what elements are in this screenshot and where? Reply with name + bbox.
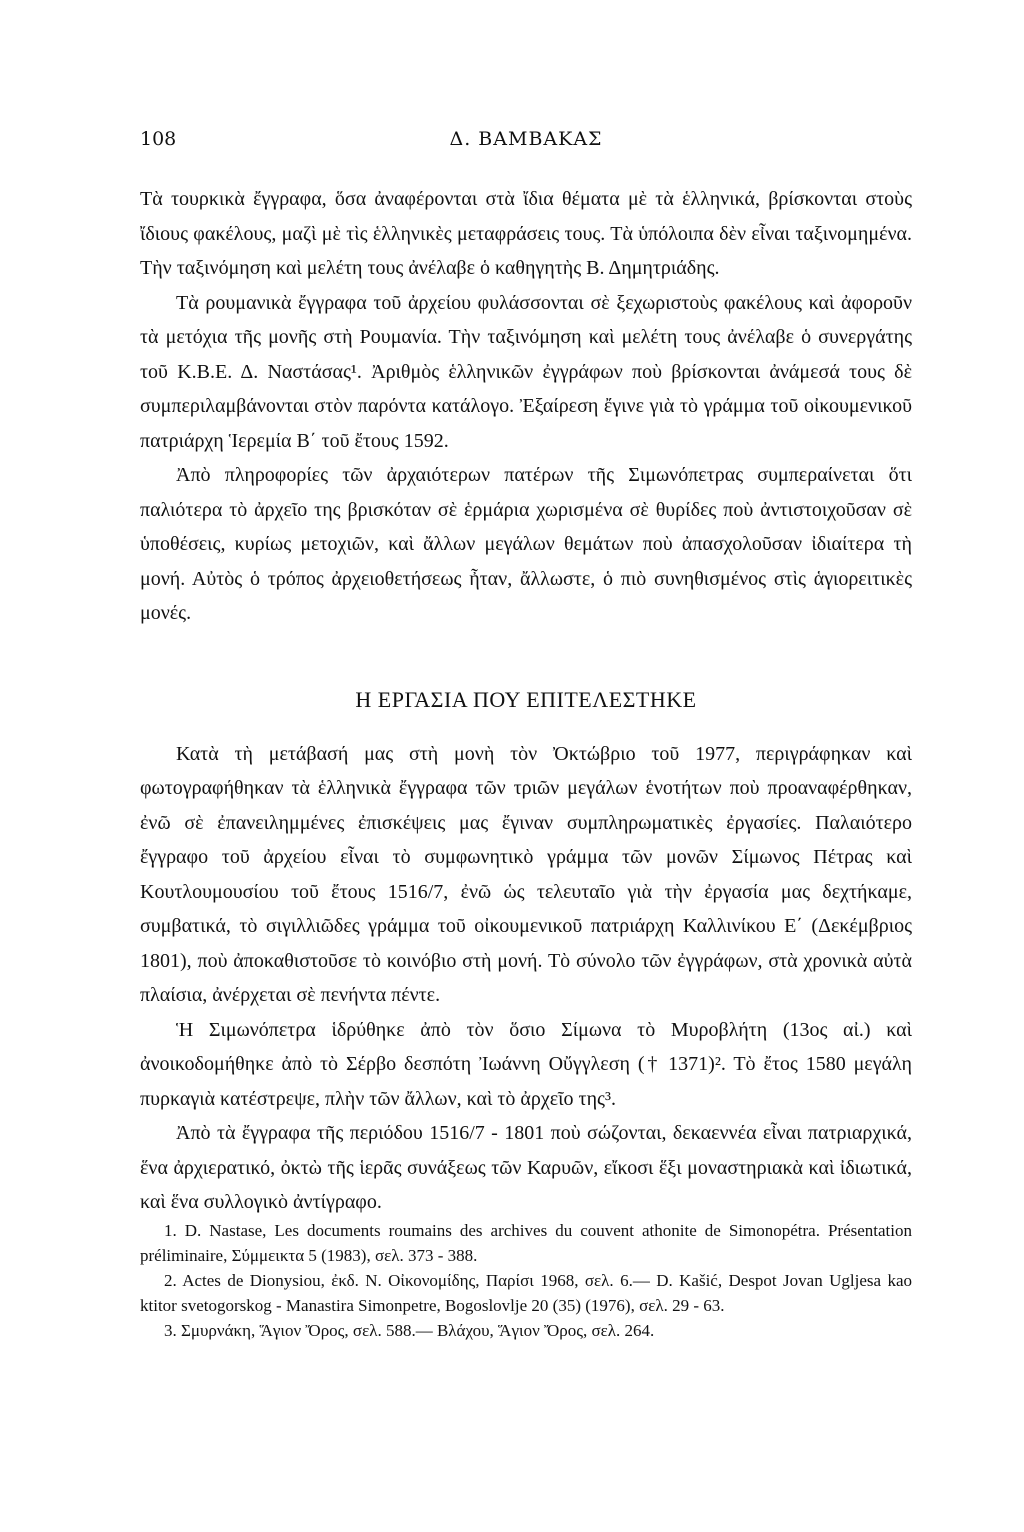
page-header (140, 128, 912, 158)
footnote: 1. D. Nastase, Les documents roumains des archives du couvent athonite de Simonopétra. Présentation préliminaire, Σύμμεικτα 5 (1983), σελ. 373 - 388. (140, 1221, 912, 1265)
running-head: Δ. ΒΑΜΒΑΚΑΣ (449, 128, 603, 150)
footnote: 3. Σμυρνάκη, Ἅγιον Ὄρος, σελ. 588.— Βλάχου, Ἅγιον Ὄρος, σελ. 264. (164, 1321, 655, 1340)
paragraph: Ἡ Σιμωνόπετρα ἱδρύθηκε ἀπὸ τὸν ὅσιο Σίμωνα τὸ Μυροβλήτη (13ος αἰ.) καὶ ἀνοικοδομήθηκε ἀπὸ τὸ Σέρβο δεσπότη Ἰωάννη Οὔγγλεση († 1371)². Τὸ ἔτος 1580 μεγάλη πυρκαγιὰ κατέστρεψε, πλὴν τῶν ἄλλων, καὶ τὸ ἀρχεῖο της³. (140, 1018, 912, 1110)
section-heading: Η ΕΡΓΑΣΙΑ ΠΟΥ ΕΠΙΤΕΛΕΣΤΗΚΕ (355, 686, 697, 712)
paragraph: Τὰ τουρκικὰ ἔγγραφα, ὅσα ἀναφέρονται στὰ ἴδια θέματα μὲ τὰ ἑλληνικά, βρίσκονται στοὺς ἴδιους φακέλους, μαζὶ μὲ τὶς ἑλληνικὲς μεταφράσεις τους. Τὰ ὑπόλοιπα δὲν εἶναι ταξινομημένα. Τὴν ταξινόμηση καὶ μελέτη τους ἀνέλαβε ὁ καθηγητὴς Β. Δημητριάδης. (140, 188, 912, 279)
footnotes (140, 1218, 912, 1343)
footnote: 2. Actes de Dionysiou, ἐκδ. N. Οἰκονομίδης, Παρίσι 1968, σελ. 6.— D. Kašić, Despot Jovan Ugljesa kao ktitor svetogorskog - Manastira Simonpetre, Bogoslovlje 20 (35) (1976), σελ. 29 - 63. (140, 1271, 912, 1315)
body-text (140, 182, 912, 1220)
paragraph: Ἀπὸ πληροφορίες τῶν ἀρχαιότερων πατέρων τῆς Σιμωνόπετρας συμπεραίνεται ὅτι παλιότερα τὸ ἀρχεῖο της βρισκόταν σὲ ἑρμάρια χωρισμένα σὲ θυρίδες ποὺ ἀντιστοιχοῦσαν σὲ ὑποθέσεις, κυρίως μετοχιῶν, καὶ ἄλλων μεγάλων θεμάτων ποὺ ἀπασχολοῦσαν ἰδιαίτερα τὴ μονή. Αὐτὸς ὁ τρόπος ἀρχειοθετήσεως ἦταν, ἄλλωστε, ὁ πιὸ συνηθισμένος στὶς ἁγιορειτικὲς μονές. (140, 464, 912, 624)
paragraph: Ἀπὸ τὰ ἔγγραφα τῆς περιόδου 1516/7 - 1801 ποὺ σώζονται, δεκαεννέα εἶναι πατριαρχικά, ἕνα ἀρχιερατικό, ὀκτὼ τῆς ἱερᾶς συνάξεως τῶν Καρυῶν, εἴκοσι ἕξι μοναστηριακὰ καὶ ἰδιωτικά, καὶ ἕνα συλλογικὸ ἀντίγραφο. (140, 1122, 912, 1213)
paragraph: Κατὰ τὴ μετάβασή μας στὴ μονὴ τὸν Ὀκτώβριο τοῦ 1977, περιγράφηκαν καὶ φωτογραφήθηκαν τὰ ἑλληνικὰ ἔγγραφα τῶν τριῶν μεγάλων ἑνοτήτων ποὺ προαναφέρθηκαν, ἐνῶ σὲ ἐπανειλημμένες ἐπισκέψεις μας ἔγιναν συμπληρωματικὲς ἐργασίες. Παλαιότερο ἔγγραφο τοῦ ἀρχείου εἶναι τὸ συμφωνητικὸ γράμμα τῶν μονῶν Σίμωνος Πέτρας καὶ Κουτλουμουσίου τοῦ ἔτους 1516/7, ἐνῶ ὡς τελευταῖο γιὰ τὴν ἐργασία μας δεχτήκαμε, συμβατικά, τὸ σιγιλλιῶδες γράμμα τοῦ οἰκουμενικοῦ πατριάρχη Καλλινίκου Ε΄ (Δεκέμβριος 1801), ποὺ ἀποκαθιστοῦσε τὸ κοινόβιο στὴ μονή. Τὸ σύνολο τῶν ἐγγράφων, στὰ χρονικὰ αὐτὰ πλαίσια, ἀνέρχεται σὲ πενήντα πέντε. (140, 742, 912, 1006)
page-number: 108 (140, 128, 177, 150)
paragraph: Τὰ ρουμανικὰ ἔγγραφα τοῦ ἀρχείου φυλάσσονται σὲ ξεχωριστοὺς φακέλους καὶ ἀφοροῦν τὰ μετόχια τῆς μονῆς στὴ Ρουμανία. Τὴν ταξινόμηση καὶ μελέτη τους ἀνέλαβε ὁ συνεργάτης τοῦ Κ.Β.Ε. Δ. Ναστάσας¹. Ἀριθμὸς ἑλληνικῶν ἐγγράφων ποὺ βρίσκονται ἀνάμεσά τους δὲ συμπεριλαμβάνονται στὸν παρόντα κατάλογο. Ἐξαίρεση ἔγινε γιὰ τὸ γράμμα τοῦ οἰκουμενικοῦ πατριάρχη Ἱερεμία Β΄ τοῦ ἔτους 1592. (140, 291, 912, 452)
